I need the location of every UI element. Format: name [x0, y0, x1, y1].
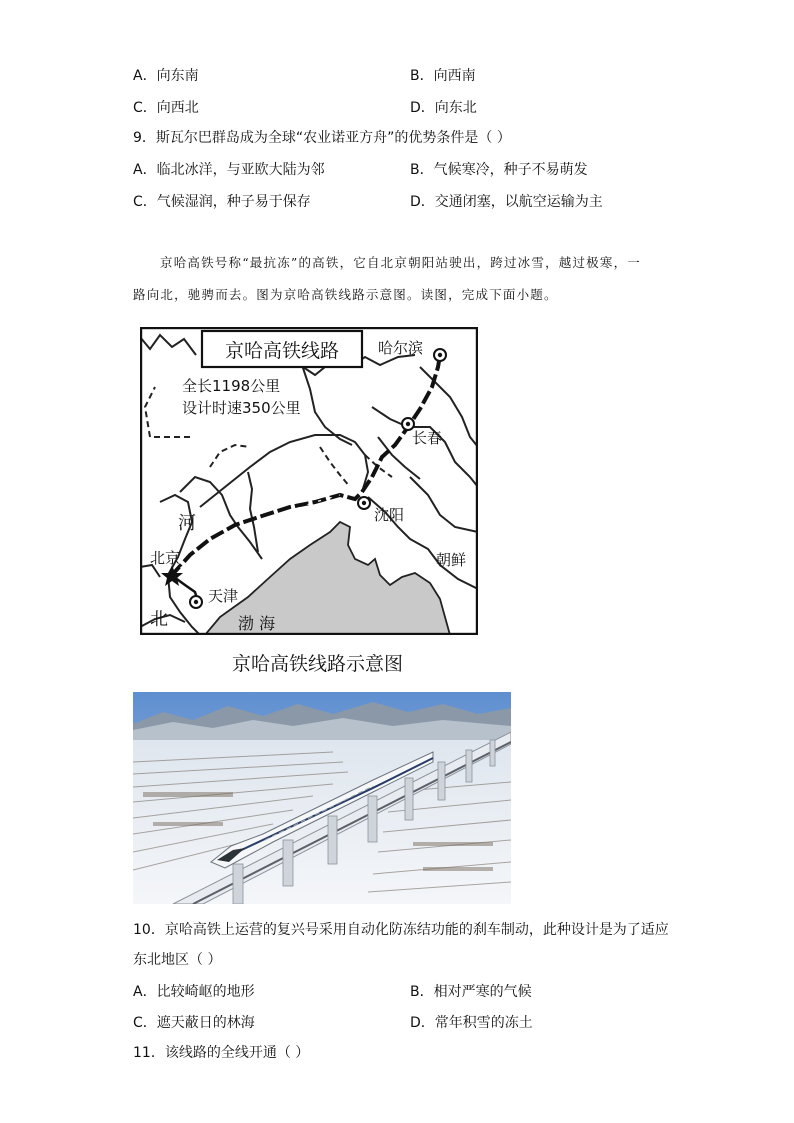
- option-text: 气候湿润，种子易于保存: [156, 194, 311, 210]
- station-tianjin-marker: [190, 596, 202, 608]
- q9-option-b: [410, 160, 588, 180]
- option-text: 向东南: [156, 68, 199, 84]
- option-key: A．: [133, 984, 157, 1000]
- map-title: 京哈高铁线路: [224, 340, 340, 362]
- map-info-speed: 设计时速350公里: [182, 399, 301, 417]
- label-korea: 朝鲜: [436, 551, 467, 569]
- label-he: 河: [178, 513, 196, 534]
- passage-line-2: 路向北，驰骋而去。图为京哈高铁线路示意图。读图，完成下面小题。: [133, 287, 558, 302]
- q9-stem: 9．斯瓦尔巴群岛成为全球“农业诺亚方舟”的优势条件是（ ）: [133, 130, 511, 146]
- option-key: D．: [410, 194, 435, 210]
- option-key: C．: [133, 1015, 157, 1031]
- option-key: B．: [410, 984, 434, 1000]
- label-tianjin: 天津: [208, 587, 239, 605]
- q8-option-c: [133, 98, 199, 118]
- q8-option-a: [133, 66, 199, 86]
- q10-stem-line-2: 东北地区（ ）: [133, 952, 222, 968]
- option-key: D．: [410, 1015, 435, 1031]
- option-key: C．: [133, 194, 157, 210]
- railway-map: [140, 327, 478, 635]
- station-harbin-marker: [434, 349, 446, 361]
- q10-option-c: [133, 1013, 255, 1033]
- option-text: 比较崎岖的地形: [156, 984, 255, 1000]
- passage-line-1: 京哈高铁号称“最抗冻”的高铁，它自北京朝阳站驶出，跨过冰雪，越过极寒，一: [160, 255, 641, 270]
- label-shenyang: 沈阳: [374, 506, 405, 524]
- q9-option-a: [133, 160, 325, 180]
- map-info-length: 全长1198公里: [182, 377, 281, 395]
- option-text: 向西南: [433, 68, 476, 84]
- label-bei: 北: [150, 609, 168, 630]
- option-text: 向西北: [156, 100, 199, 116]
- option-text: 交通闭塞，以航空运输为主: [434, 194, 603, 210]
- q10-stem-line-1: 10．京哈高铁上运营的复兴号采用自动化防冻结功能的刹车制动，此种设计是为了适应: [133, 922, 669, 938]
- province-line: [210, 445, 250, 467]
- q10-option-a: [133, 982, 255, 1002]
- q9-option-c: [133, 192, 311, 212]
- option-text: 相对严寒的气候: [433, 984, 532, 1000]
- label-harbin: 哈尔滨: [378, 339, 424, 357]
- q10-option-b: [410, 982, 532, 1002]
- option-key: B．: [410, 162, 434, 178]
- q8-option-b: [410, 66, 476, 86]
- option-key: A．: [133, 68, 157, 84]
- border-line: [410, 477, 478, 532]
- option-text: 临北冰洋，与亚欧大陆为邻: [156, 162, 325, 178]
- q8-option-d: [410, 98, 477, 118]
- option-key: C．: [133, 100, 157, 116]
- option-text: 气候寒冷，种子不易萌发: [433, 162, 588, 178]
- option-text: 遮天蔽日的林海: [156, 1015, 255, 1031]
- option-key: D．: [410, 100, 435, 116]
- province-line: [320, 447, 350, 487]
- border-line: [302, 365, 352, 445]
- border-line: [140, 335, 196, 355]
- label-bohai: 渤 海: [238, 614, 276, 633]
- map-caption: 京哈高铁线路示意图: [232, 653, 404, 675]
- label-changchun: 长春: [412, 429, 443, 447]
- q10-option-d: [410, 1013, 533, 1033]
- option-key: B．: [410, 68, 434, 84]
- option-text: 向东北: [434, 100, 477, 116]
- q11-stem: 11．该线路的全线开通（ ）: [133, 1045, 310, 1061]
- train-photo: [133, 692, 511, 904]
- q9-option-d: [410, 192, 603, 212]
- option-key: A．: [133, 162, 157, 178]
- option-text: 常年积雪的冻土: [434, 1015, 533, 1031]
- station-shenyang-marker: [358, 497, 370, 509]
- label-beijing: 北京: [150, 549, 181, 567]
